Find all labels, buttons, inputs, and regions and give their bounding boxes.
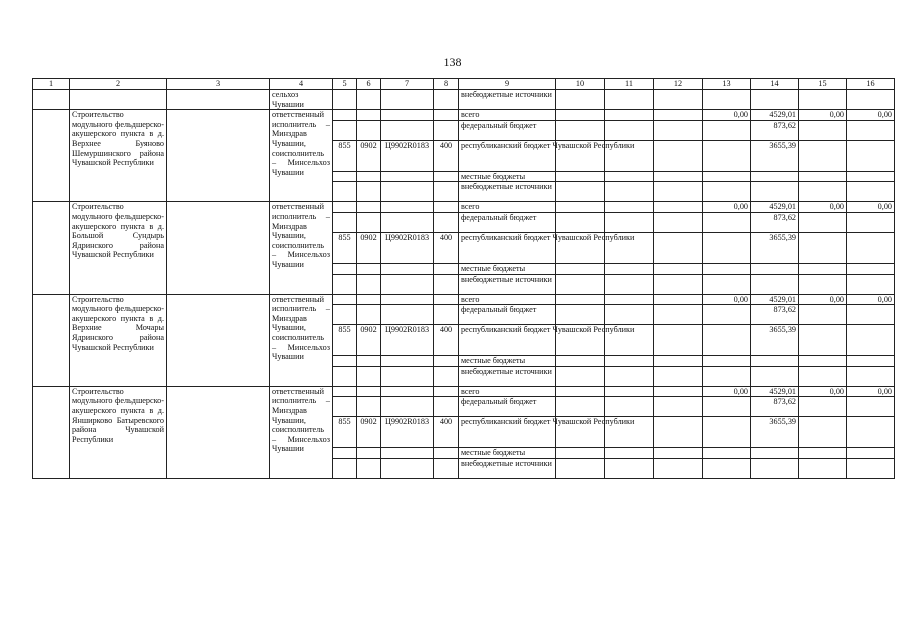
empty-cell (434, 212, 459, 232)
row-number-cell (33, 294, 70, 386)
budget-code-rzpr: 0902 (357, 417, 381, 448)
empty-cell (333, 305, 357, 325)
empty-cell (434, 294, 459, 305)
empty-cell (434, 110, 459, 121)
empty-cell (654, 120, 703, 140)
amount-col-14: 4529,01 (751, 386, 799, 397)
budget-code-vr: 400 (434, 140, 459, 171)
empty-cell (167, 294, 270, 386)
empty-cell (847, 212, 895, 232)
empty-cell (357, 182, 381, 202)
empty-cell (556, 182, 605, 202)
empty-cell (654, 294, 703, 305)
amount-col-16: 0,00 (847, 386, 895, 397)
empty-cell (333, 366, 357, 386)
column-header: 12 (654, 79, 703, 90)
empty-cell (605, 366, 654, 386)
empty-cell (167, 202, 270, 294)
empty-cell (703, 171, 751, 182)
empty-cell (556, 448, 605, 459)
empty-cell (167, 386, 270, 478)
empty-cell (605, 448, 654, 459)
empty-cell (605, 397, 654, 417)
empty-cell (847, 397, 895, 417)
empty-cell (381, 448, 434, 459)
empty-cell (751, 263, 799, 274)
column-header: 14 (751, 79, 799, 90)
budget-code-rzpr: 0902 (357, 232, 381, 263)
empty-cell (434, 458, 459, 478)
amount-col-15: 0,00 (799, 110, 847, 121)
empty-cell (703, 417, 751, 448)
row-number-cell (33, 202, 70, 294)
amount-col-14: 873,62 (751, 305, 799, 325)
empty-cell (357, 263, 381, 274)
empty-cell (847, 263, 895, 274)
budget-code-grbs: 855 (333, 417, 357, 448)
empty-cell (333, 294, 357, 305)
empty-cell (556, 110, 605, 121)
empty-cell (847, 305, 895, 325)
funding-source: республиканский бюджет Чувашской Республики (459, 417, 556, 448)
empty-cell (357, 356, 381, 367)
empty-cell (751, 182, 799, 202)
empty-cell (703, 263, 751, 274)
empty-cell (167, 110, 270, 202)
empty-cell (605, 263, 654, 274)
empty-cell (605, 274, 654, 294)
empty-cell (357, 274, 381, 294)
empty-cell (654, 274, 703, 294)
funding-source: внебюджетные источники (459, 458, 556, 478)
column-header: 6 (357, 79, 381, 90)
empty-cell (556, 386, 605, 397)
empty-cell (799, 232, 847, 263)
column-header: 5 (333, 79, 357, 90)
empty-cell (381, 397, 434, 417)
empty-cell (333, 448, 357, 459)
empty-cell (434, 120, 459, 140)
empty-cell (654, 325, 703, 356)
empty-cell (847, 356, 895, 367)
empty-cell (434, 305, 459, 325)
budget-code-grbs: 855 (333, 140, 357, 171)
empty-cell (703, 356, 751, 367)
empty-cell (799, 182, 847, 202)
empty-cell (434, 202, 459, 213)
empty-cell (381, 182, 434, 202)
empty-cell (357, 110, 381, 121)
empty-cell (703, 140, 751, 171)
empty-cell (357, 386, 381, 397)
funding-source: местные бюджеты (459, 263, 556, 274)
empty-cell (333, 171, 357, 182)
empty-cell (434, 397, 459, 417)
empty-cell (654, 458, 703, 478)
empty-cell (751, 448, 799, 459)
empty-cell (357, 171, 381, 182)
funding-source: внебюджетные источники (459, 182, 556, 202)
empty-cell (799, 274, 847, 294)
empty-cell (799, 448, 847, 459)
amount-col-14: 3655,39 (751, 140, 799, 171)
project-name: Строительство модульного фельдшерско-акушерского пункта в д. Большой Сундырь Ядринского района Чувашской Республики (70, 202, 167, 294)
empty-cell (333, 202, 357, 213)
empty-cell (357, 448, 381, 459)
amount-col-15: 0,00 (799, 386, 847, 397)
column-header: 15 (799, 79, 847, 90)
budget-code-csr: Ц9902R0183 (381, 325, 434, 356)
budget-code-grbs: 855 (333, 325, 357, 356)
amount-col-14: 3655,39 (751, 325, 799, 356)
empty-cell (847, 366, 895, 386)
column-header: 1 (33, 79, 70, 90)
empty-cell (703, 448, 751, 459)
funding-source: всего (459, 110, 556, 121)
empty-cell (654, 232, 703, 263)
empty-cell (605, 458, 654, 478)
empty-cell (381, 458, 434, 478)
empty-cell (605, 212, 654, 232)
empty-cell (357, 212, 381, 232)
empty-cell (357, 120, 381, 140)
amount-col-16: 0,00 (847, 110, 895, 121)
amount-col-14: 3655,39 (751, 232, 799, 263)
amount-col-13: 0,00 (703, 110, 751, 121)
row-number-cell (33, 110, 70, 202)
empty-cell (556, 458, 605, 478)
empty-cell (434, 448, 459, 459)
empty-cell (333, 212, 357, 232)
empty-cell (751, 356, 799, 367)
empty-cell (556, 356, 605, 367)
empty-cell (556, 305, 605, 325)
empty-cell (847, 325, 895, 356)
empty-cell (799, 458, 847, 478)
empty-cell (703, 182, 751, 202)
empty-cell (333, 110, 357, 121)
funding-source: всего (459, 386, 556, 397)
funding-source: местные бюджеты (459, 171, 556, 182)
empty-cell (605, 386, 654, 397)
empty-cell (751, 171, 799, 182)
budget-code-vr: 400 (434, 417, 459, 448)
empty-cell (847, 458, 895, 478)
empty-cell (434, 386, 459, 397)
amount-col-15: 0,00 (799, 202, 847, 213)
empty-cell (847, 120, 895, 140)
empty-cell (799, 305, 847, 325)
empty-cell (654, 397, 703, 417)
empty-cell (333, 263, 357, 274)
empty-cell (654, 171, 703, 182)
empty-cell (381, 356, 434, 367)
empty-cell (703, 120, 751, 140)
empty-cell (357, 366, 381, 386)
empty-cell (847, 140, 895, 171)
page-number: 138 (443, 55, 462, 69)
funding-row-total (33, 294, 895, 305)
empty-cell (333, 386, 357, 397)
amount-col-15: 0,00 (799, 294, 847, 305)
empty-cell (654, 305, 703, 325)
empty-cell (556, 212, 605, 232)
budget-code-rzpr: 0902 (357, 140, 381, 171)
empty-cell (434, 171, 459, 182)
responsible-executor: ответственный исполнитель – Минздрав Чувашии, соисполнитель – Минсельхоз Чувашии (270, 110, 333, 202)
empty-cell (751, 458, 799, 478)
funding-source: республиканский бюджет Чувашской Республики (459, 325, 556, 356)
empty-cell (703, 325, 751, 356)
budget-code-vr: 400 (434, 232, 459, 263)
empty-cell (654, 182, 703, 202)
empty-cell (434, 182, 459, 202)
empty-cell (703, 212, 751, 232)
empty-cell (799, 171, 847, 182)
empty-cell (654, 110, 703, 121)
empty-cell (847, 417, 895, 448)
row-number-cell (33, 386, 70, 478)
funding-row-total (33, 110, 895, 121)
empty-cell (654, 263, 703, 274)
empty-cell (434, 366, 459, 386)
empty-cell (333, 458, 357, 478)
column-header: 9 (459, 79, 556, 90)
amount-col-16: 0,00 (847, 202, 895, 213)
empty-cell (556, 263, 605, 274)
empty-cell (381, 274, 434, 294)
empty-cell (847, 182, 895, 202)
empty-cell (605, 202, 654, 213)
budget-code-rzpr: 0902 (357, 325, 381, 356)
funding-source: внебюджетные источники (459, 366, 556, 386)
empty-cell (654, 448, 703, 459)
responsible-executor: ответственный исполнитель – Минздрав Чувашии, соисполнитель – Минсельхоз Чувашии (270, 294, 333, 386)
empty-cell (357, 305, 381, 325)
funding-source: федеральный бюджет (459, 397, 556, 417)
empty-cell (751, 274, 799, 294)
empty-cell (605, 356, 654, 367)
empty-cell (703, 274, 751, 294)
responsible-executor: ответственный исполнитель – Минздрав Чувашии, соисполнитель – Минсельхоз Чувашии (270, 202, 333, 294)
empty-cell (799, 263, 847, 274)
empty-cell (799, 120, 847, 140)
funding-source: республиканский бюджет Чувашской Республики (459, 232, 556, 263)
empty-cell (556, 366, 605, 386)
funding-source: внебюджетные источники (459, 274, 556, 294)
budget-code-grbs: 855 (333, 232, 357, 263)
empty-cell (799, 325, 847, 356)
funding-source: всего (459, 202, 556, 213)
empty-cell (381, 386, 434, 397)
empty-cell (357, 202, 381, 213)
amount-col-14: 4529,01 (751, 202, 799, 213)
column-header: 16 (847, 79, 895, 90)
column-header: 11 (605, 79, 654, 90)
column-number-row (33, 79, 895, 90)
amount-col-14: 873,62 (751, 212, 799, 232)
empty-cell (703, 366, 751, 386)
budget-code-csr: Ц9902R0183 (381, 232, 434, 263)
amount-col-14: 3655,39 (751, 417, 799, 448)
empty-cell (654, 386, 703, 397)
empty-cell (847, 232, 895, 263)
funding-source: всего (459, 294, 556, 305)
funding-source: федеральный бюджет (459, 212, 556, 232)
program-table (32, 78, 895, 479)
empty-cell (654, 212, 703, 232)
funding-source: федеральный бюджет (459, 305, 556, 325)
continuation-row (33, 90, 895, 110)
empty-cell (381, 305, 434, 325)
empty-cell (799, 366, 847, 386)
empty-cell (605, 171, 654, 182)
empty-cell (847, 171, 895, 182)
empty-cell (654, 356, 703, 367)
empty-cell (434, 356, 459, 367)
empty-cell (605, 120, 654, 140)
empty-cell (381, 366, 434, 386)
empty-cell (605, 110, 654, 121)
empty-cell (847, 274, 895, 294)
amount-col-13: 0,00 (703, 294, 751, 305)
empty-cell (333, 356, 357, 367)
empty-cell (381, 294, 434, 305)
empty-cell (556, 397, 605, 417)
amount-col-16: 0,00 (847, 294, 895, 305)
empty-cell (333, 182, 357, 202)
column-header: 8 (434, 79, 459, 90)
project-name: Строительство модульного фельдшерско-акушерского пункта в д. Янширково Батыревского района Чувашской Республики (70, 386, 167, 478)
empty-cell (381, 110, 434, 121)
empty-cell (434, 274, 459, 294)
empty-cell (556, 294, 605, 305)
empty-cell (381, 263, 434, 274)
empty-cell (654, 417, 703, 448)
column-header: 13 (703, 79, 751, 90)
amount-col-14: 4529,01 (751, 110, 799, 121)
project-name: Строительство модульного фельдшерско-акушерского пункта в д. Верхние Мочары Ядринского района Чувашской Республики (70, 294, 167, 386)
empty-cell (703, 232, 751, 263)
empty-cell (703, 397, 751, 417)
amount-col-14: 873,62 (751, 397, 799, 417)
amount-col-13: 0,00 (703, 386, 751, 397)
funding-source: местные бюджеты (459, 356, 556, 367)
empty-cell (703, 305, 751, 325)
amount-col-13: 0,00 (703, 202, 751, 213)
empty-cell (654, 366, 703, 386)
empty-cell (357, 458, 381, 478)
funding-source: местные бюджеты (459, 448, 556, 459)
column-header: 7 (381, 79, 434, 90)
empty-cell (799, 397, 847, 417)
empty-cell (381, 202, 434, 213)
budget-code-csr: Ц9902R0183 (381, 140, 434, 171)
empty-cell (333, 120, 357, 140)
empty-cell (799, 417, 847, 448)
empty-cell (799, 356, 847, 367)
empty-cell (703, 458, 751, 478)
empty-cell (605, 294, 654, 305)
column-header: 4 (270, 79, 333, 90)
empty-cell (556, 202, 605, 213)
empty-cell (556, 171, 605, 182)
empty-cell (605, 182, 654, 202)
budget-code-vr: 400 (434, 325, 459, 356)
empty-cell (381, 212, 434, 232)
funding-row-total (33, 386, 895, 397)
empty-cell (847, 448, 895, 459)
empty-cell (381, 171, 434, 182)
source-continuation: внебюджетные источники (459, 90, 556, 110)
funding-source: республиканский бюджет Чувашской Республики (459, 140, 556, 171)
project-name: Строительство модульного фельдшерско-акушерского пункта в д. Верхнее Буяново Шемуршинского района Чувашской Республики (70, 110, 167, 202)
empty-cell (357, 397, 381, 417)
amount-col-14: 4529,01 (751, 294, 799, 305)
empty-cell (799, 212, 847, 232)
column-header: 3 (167, 79, 270, 90)
executor-continuation: сельхоз Чувашии (270, 90, 333, 110)
empty-cell (556, 120, 605, 140)
empty-cell (333, 397, 357, 417)
empty-cell (434, 263, 459, 274)
empty-cell (357, 294, 381, 305)
empty-cell (381, 120, 434, 140)
amount-col-14: 873,62 (751, 120, 799, 140)
responsible-executor: ответственный исполнитель – Минздрав Чувашии, соисполнитель – Минсельхоз Чувашии (270, 386, 333, 478)
empty-cell (654, 140, 703, 171)
empty-cell (654, 202, 703, 213)
budget-code-csr: Ц9902R0183 (381, 417, 434, 448)
column-header: 2 (70, 79, 167, 90)
empty-cell (799, 140, 847, 171)
empty-cell (751, 366, 799, 386)
empty-cell (333, 274, 357, 294)
column-header: 10 (556, 79, 605, 90)
funding-row-total (33, 202, 895, 213)
funding-source: федеральный бюджет (459, 120, 556, 140)
empty-cell (605, 305, 654, 325)
empty-cell (556, 274, 605, 294)
